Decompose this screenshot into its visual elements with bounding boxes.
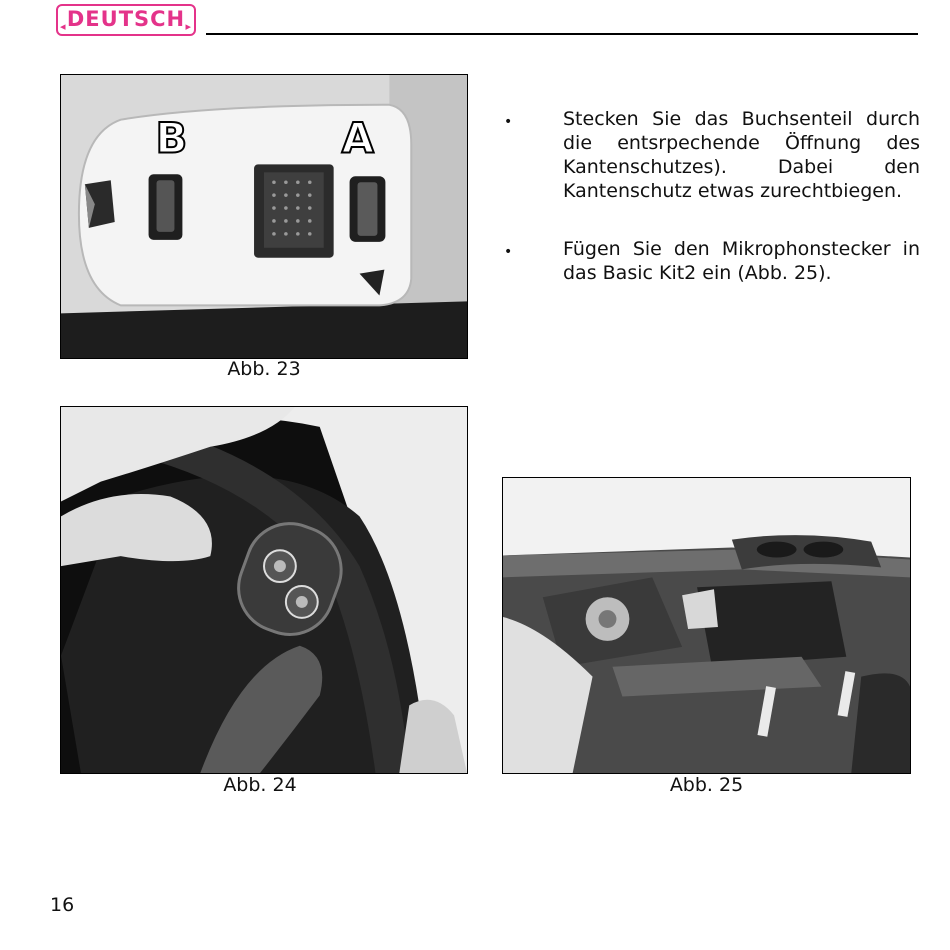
bullet-icon: • (504, 114, 513, 130)
arrow-left-icon: ◂ (60, 20, 67, 33)
list-item (504, 107, 920, 203)
figure-23-label-a: A (341, 113, 374, 163)
language-label: DEUTSCH (66, 7, 186, 31)
figure-25-caption: Abb. 25 (669, 774, 744, 796)
instruction-text: Fügen Sie den Mikrophonstecker in das Basic Kit2 ein (Abb. 25). (563, 238, 920, 284)
figure-24-photo (60, 406, 468, 774)
figure-23-label-b: B (155, 113, 188, 163)
bullet-icon: • (504, 244, 513, 260)
page-number: 16 (50, 894, 75, 916)
arrow-right-icon: ▸ (185, 20, 192, 33)
figure-23-photo (60, 74, 468, 359)
instruction-list (504, 107, 920, 319)
header-rule (206, 33, 918, 35)
instruction-text: Stecken Sie das Buchsenteil durch die entsrpechende Öffnung des Kantenschutzes). Dabei den Kantenschutz etwas zurechtbiegen. (563, 108, 920, 202)
list-item (504, 237, 920, 285)
language-badge (56, 4, 196, 36)
figure-24-caption: Abb. 24 (223, 774, 297, 796)
figure-25-photo (502, 477, 911, 774)
figure-23-caption: Abb. 23 (227, 358, 301, 380)
